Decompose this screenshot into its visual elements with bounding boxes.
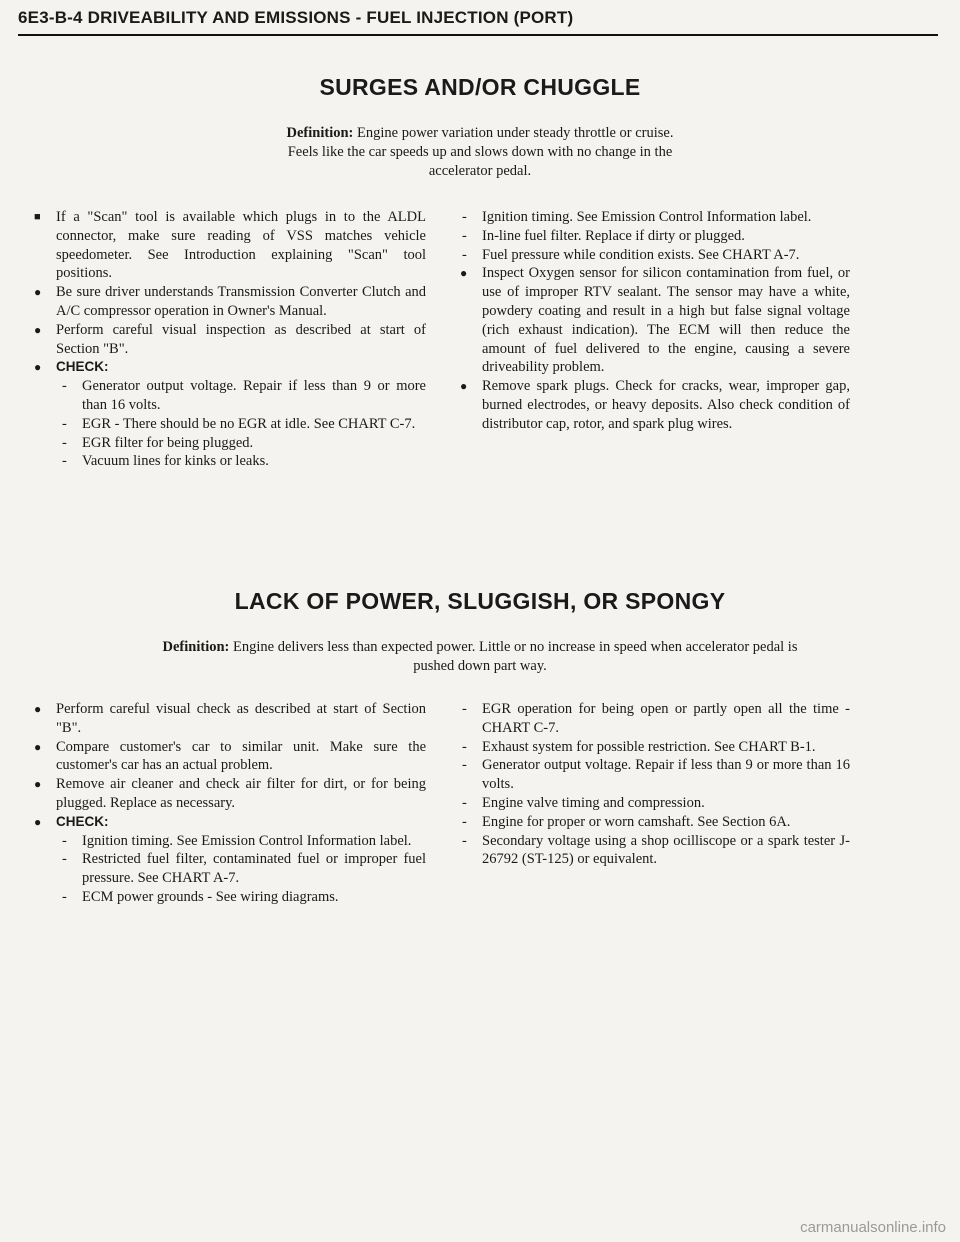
sub-list-item: - Fuel pressure while condition exists. See CHART A-7. — [462, 246, 800, 263]
sub-list-item: - In-line fuel filter. Replace if dirty or plugged. — [462, 227, 745, 244]
dash-icon: - — [462, 246, 467, 263]
surges-definition — [280, 124, 680, 181]
sub-list-item: - Ignition timing. See Emission Control Information label. — [62, 832, 412, 849]
dash-icon: - — [62, 832, 67, 849]
check-heading: CHECK: — [56, 359, 109, 375]
list-item — [30, 813, 426, 907]
dash-icon: - — [462, 757, 467, 774]
bullet-icon: ● — [34, 814, 42, 829]
dash-icon: - — [62, 415, 67, 432]
square-bullet-icon: ■ — [34, 211, 41, 223]
lack-definition-text: Engine delivers less than expected power. Little or no increase in speed when accelerator pedal is pushed down part way. — [233, 639, 798, 674]
check-heading: CHECK: — [56, 813, 109, 829]
list-item: ■ If a "Scan" tool is available which plugs in to the ALDL connector, make sure reading of VSS matches vehicle speedometer. See Introduction explaining "Scan" tool positions. — [34, 209, 426, 282]
dash-icon: - — [62, 888, 67, 905]
dash-icon: - — [62, 851, 67, 868]
dash-icon: - — [62, 378, 67, 395]
sub-list-item: - Generator output voltage. Repair if less than 9 or more than 16 volts. — [62, 378, 426, 413]
sub-list-item: - EGR operation for being open or partly open all the time - CHART C-7. — [462, 701, 850, 736]
list-item — [30, 358, 426, 471]
sub-list-item: - ECM power grounds - See wiring diagrams. — [62, 888, 339, 905]
bullet-icon: ● — [34, 739, 42, 754]
list-item: ● Perform careful visual check as described at start of Section "B". — [34, 701, 426, 736]
list-item: ● Be sure driver understands Transmission Converter Clutch and A/C compressor operation in Owner's Manual. — [34, 284, 426, 319]
surges-title: SURGES AND/OR CHUGGLE — [319, 74, 641, 100]
sub-list-item: - EGR filter for being plugged. — [62, 434, 254, 451]
surges-definition-text: Engine power variation under steady throttle or cruise. Feels like the car speeds up and slows down with no change in the accelerator pedal. — [287, 125, 674, 179]
surges-right-column — [456, 208, 850, 434]
list-item: ● Remove air cleaner and check air filter for dirt, or for being plugged. Replace as necessary. — [34, 776, 426, 811]
list-item: ● Perform careful visual inspection as described at start of Section "B". — [34, 321, 426, 357]
lack-definition-label: Definition: — [162, 639, 230, 655]
bullet-icon: ● — [460, 379, 468, 394]
sub-list-item: - EGR - There should be no EGR at idle. See CHART C-7. — [62, 415, 416, 432]
sub-list-item: - Exhaust system for possible restriction. See CHART B-1. — [462, 738, 816, 755]
dash-icon: - — [462, 794, 467, 811]
bullet-icon: ● — [34, 777, 42, 792]
lack-definition — [160, 638, 800, 676]
bullet-icon: ● — [34, 360, 42, 375]
list-item: ● Compare customer's car to similar unit. Make sure the customer's car has an actual problem. — [34, 738, 426, 774]
sub-list-item: - Vacuum lines for kinks or leaks. — [62, 453, 269, 470]
bullet-icon: ● — [34, 322, 42, 337]
sub-list-item: - Engine for proper or worn camshaft. See Section 6A. — [462, 813, 791, 830]
dash-icon: - — [462, 813, 467, 830]
sub-list-item: - Secondary voltage using a shop ocilliscope or a spark tester J-26792 (ST-125) or equivalent. — [462, 832, 850, 868]
bullet-icon: ● — [34, 702, 42, 716]
dash-icon: - — [462, 832, 467, 849]
sub-list-item: - Restricted fuel filter, contaminated fuel or improper fuel pressure. See CHART A-7. — [62, 851, 426, 887]
list-item: ● Inspect Oxygen sensor for silicon contamination from fuel, or use of improper RTV sealant. The sensor may have a white, powdery coating and result in a high but false signal voltage (rich exhaust indication). The ECM will then reduce the amount of fuel delivered to the engine, causing a severe driveability problem. — [460, 265, 850, 376]
lack-right-column — [456, 700, 850, 869]
lack-left-column — [30, 700, 426, 907]
list-item: ● Remove spark plugs. Check for cracks, wear, improper gap, burned electrodes, or heavy deposits. Also check condition of distributor cap, rotor, and spark plug wires. — [460, 378, 850, 432]
bullet-icon: ● — [34, 285, 42, 300]
dash-icon: - — [462, 209, 467, 225]
page-header: 6E3-B-4 DRIVEABILITY AND EMISSIONS - FUEL INJECTION (PORT) — [18, 8, 938, 36]
sub-list-item: - Engine valve timing and compression. — [462, 794, 705, 811]
sub-list-item: - Generator output voltage. Repair if less than 9 or more than 16 volts. — [462, 757, 850, 793]
dash-icon: - — [462, 227, 467, 244]
lack-title: LACK OF POWER, SLUGGISH, OR SPONGY — [234, 588, 726, 614]
surges-left-column — [30, 208, 426, 471]
dash-icon: - — [462, 701, 467, 717]
bullet-icon: ● — [460, 266, 468, 281]
surges-definition-label: Definition: — [286, 125, 354, 141]
watermark-link[interactable]: carmanualsonline.info — [800, 1219, 946, 1236]
dash-icon: - — [62, 453, 67, 470]
dash-icon: - — [62, 434, 67, 451]
dash-icon: - — [462, 738, 467, 755]
sub-list-item: - Ignition timing. See Emission Control Information label. — [462, 209, 812, 225]
